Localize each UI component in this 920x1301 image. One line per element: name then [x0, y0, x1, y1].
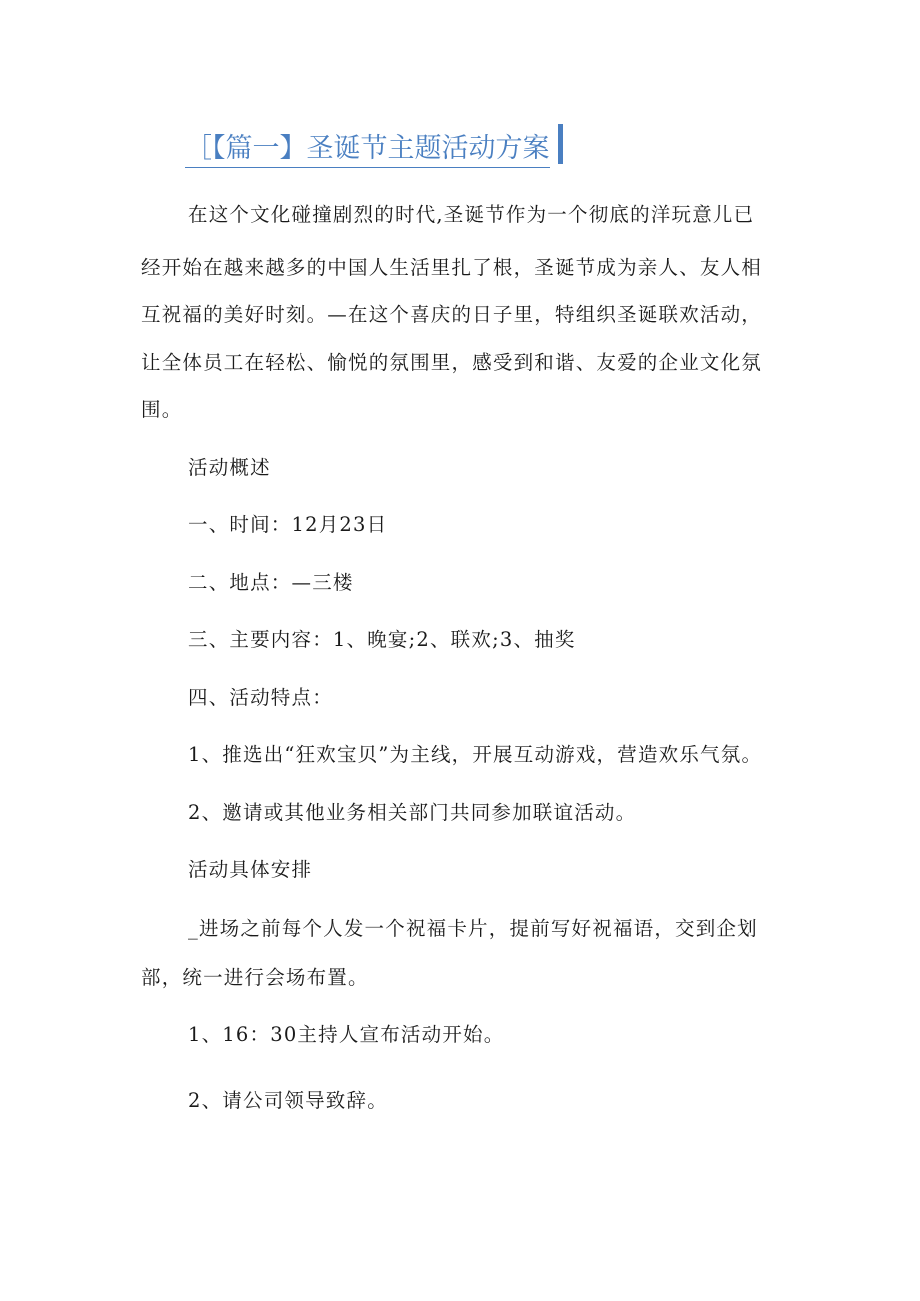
feature-1: 1、推选出“狂欢宝贝”为主线，开展互动游戏，营造欢乐气氛。 [188, 743, 763, 766]
title-text: ［【篇一】圣诞节主题活动方案 [185, 133, 550, 168]
time-line: 一、时间：12月23日 [188, 513, 388, 536]
content-line: 三、主要内容：1、晚宴;2、联欢;3、抽奖 [188, 628, 576, 651]
intro-line-3: 互祝福的美好时刻。—在这个喜庆的日子里，特组织圣诞联欢活动， [141, 303, 763, 326]
overview-heading: 活动概述 [188, 456, 271, 479]
intro-line-5: 围。 [141, 398, 183, 421]
text-cursor-bar [558, 124, 563, 164]
feature-2: 2、邀请或其他业务相关部门共同参加联谊活动。 [188, 801, 637, 824]
place-line: 二、地点：—三楼 [188, 571, 354, 594]
intro-line-1: 在这个文化碰撞剧烈的时代,圣诞节作为一个彻底的洋玩意儿已 [188, 203, 755, 226]
step-2: 2、请公司领导致辞。 [188, 1089, 388, 1112]
arrangement-intro-line-1: _进场之前每个人发一个祝福卡片，提前写好祝福语，交到企划 [188, 917, 758, 940]
features-heading: 四、活动特点： [188, 686, 333, 709]
intro-line-2: 经开始在越来越多的中国人生活里扎了根，圣诞节成为亲人、友人相 [141, 256, 763, 279]
step-1: 1、16：30主持人宣布活动开始。 [188, 1023, 505, 1046]
document-title [185, 118, 563, 168]
arrangement-heading: 活动具体安排 [188, 858, 313, 881]
intro-line-4: 让全体员工在轻松、愉悦的氛围里，感受到和谐、友爱的企业文化氛 [141, 351, 763, 374]
arrangement-intro-line-2: 部，统一进行会场布置。 [141, 966, 369, 989]
